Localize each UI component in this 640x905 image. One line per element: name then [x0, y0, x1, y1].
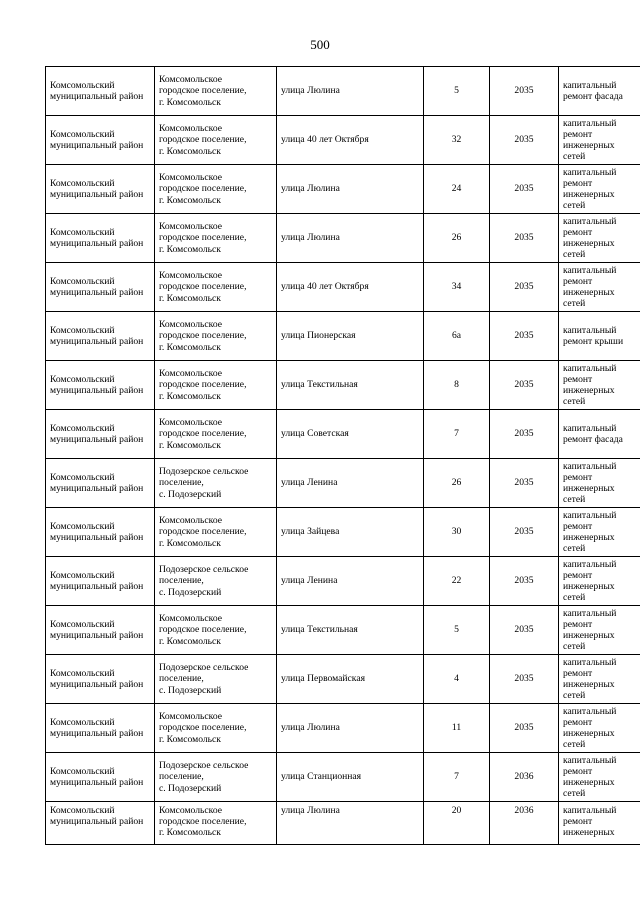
settlement-cell [155, 655, 277, 704]
district-cell: Комсомольский муниципальный район [46, 116, 155, 165]
street-cell [277, 214, 424, 263]
work-type-cell-line: капитальный [563, 656, 617, 668]
house-number-cell: 8 [424, 361, 490, 410]
street-name: улица Люлина [281, 722, 340, 734]
settlement-cell-line: городское поселение, [159, 624, 247, 636]
settlement-cell-line: с. Подозерский [159, 488, 222, 500]
street-cell [277, 67, 424, 116]
work-type-cell-line: капитальный [563, 215, 617, 227]
street-cell [277, 459, 424, 508]
year-cell: 2035 [490, 263, 559, 312]
work-type-cell-line: капитальный [563, 422, 617, 434]
district-cell: Комсомольский муниципальный район [46, 753, 155, 802]
settlement-cell-line: г. Комсомольск [159, 194, 221, 206]
work-type-cell-line: ремонт [563, 716, 593, 728]
house-number-cell: 11 [424, 704, 490, 753]
settlement-cell-line: г. Комсомольск [159, 439, 221, 451]
settlement-cell-line: г. Комсомольск [159, 390, 221, 402]
street-name: улица Ленина [281, 575, 338, 587]
district-cell: Комсомольский муниципальный район [46, 655, 155, 704]
work-type-cell-line: сетей [563, 690, 586, 702]
district-cell: Комсомольский муниципальный район [46, 67, 155, 116]
street-cell [277, 557, 424, 606]
work-type-cell-line: инженерных [563, 483, 615, 494]
year-cell: 2035 [490, 606, 559, 655]
work-type-cell-line: сетей [563, 641, 586, 653]
work-type-cell-line: сетей [563, 249, 586, 261]
settlement-cell-line: Комсомольское [159, 74, 222, 86]
work-type-cell-line: сетей [563, 543, 586, 555]
year-cell: 2035 [490, 214, 559, 263]
district-cell: Комсомольский муниципальный район [46, 214, 155, 263]
street-name: улица Первомайская [281, 673, 365, 685]
work-type-cell [559, 655, 640, 704]
work-type-cell-line: ремонт [563, 816, 593, 828]
district-cell: Комсомольский муниципальный район [46, 361, 155, 410]
year-cell: 2035 [490, 508, 559, 557]
house-number-cell: 26 [424, 214, 490, 263]
table-row [46, 753, 640, 802]
work-type-cell-line: сетей [563, 494, 586, 506]
work-type-cell-line: капитальный [563, 264, 617, 276]
table-row [46, 459, 640, 508]
work-type-cell-line: ремонт [563, 667, 593, 679]
house-number-cell: 32 [424, 116, 490, 165]
work-type-cell-line: инженерных [563, 679, 615, 690]
work-type-cell-line: сетей [563, 592, 586, 604]
work-type-cell-line: инженерных [563, 827, 615, 839]
year-cell: 2035 [490, 312, 559, 361]
house-number-cell: 26 [424, 459, 490, 508]
settlement-cell-line: поселение, [159, 673, 204, 685]
work-type-cell-line: капитальный [563, 117, 617, 129]
work-type-cell [559, 606, 640, 655]
street-cell [277, 753, 424, 802]
work-type-cell-line: сетей [563, 396, 586, 408]
street-name: улица 40 лет Октября [281, 281, 369, 293]
work-type-cell [559, 214, 640, 263]
year-cell: 2036 [490, 753, 559, 802]
house-number-cell: 7 [424, 410, 490, 459]
street-name: улица Люлина [281, 183, 340, 195]
work-type-cell-line: ремонт [563, 569, 593, 581]
work-type-cell [559, 704, 640, 753]
house-number-cell: 20 [424, 802, 490, 845]
settlement-cell [155, 263, 277, 312]
year-cell: 2035 [490, 655, 559, 704]
street-name: улица 40 лет Октября [281, 134, 369, 146]
settlement-cell-line: Комсомольское [159, 711, 222, 723]
settlement-cell [155, 312, 277, 361]
settlement-cell-line: поселение, [159, 575, 204, 587]
table-row [46, 606, 640, 655]
work-type-cell [559, 753, 640, 802]
settlement-cell [155, 704, 277, 753]
table-row [46, 214, 640, 263]
work-type-cell-line: ремонт [563, 128, 593, 140]
street-cell [277, 508, 424, 557]
street-name: улица Ленина [281, 477, 338, 489]
work-type-cell-line: инженерных [563, 777, 615, 788]
settlement-cell-line: поселение, [159, 477, 204, 489]
work-type-cell-line: ремонт [563, 177, 593, 189]
district-cell: Комсомольский муниципальный район [46, 459, 155, 508]
house-number-cell: 7 [424, 753, 490, 802]
year-cell: 2035 [490, 165, 559, 214]
table-row [46, 704, 640, 753]
settlement-cell-line: Подозерское сельское [159, 466, 249, 478]
work-type-cell-line: ремонт [563, 373, 593, 385]
work-type-cell-line: капитальный [563, 79, 617, 91]
work-type-cell-line: сетей [563, 151, 586, 163]
settlement-cell-line: Комсомольское [159, 368, 222, 380]
settlement-cell-line: г. Комсомольск [159, 341, 221, 353]
settlement-cell-line: городское поселение, [159, 722, 247, 734]
table-row [46, 67, 640, 116]
settlement-cell [155, 557, 277, 606]
district-cell: Комсомольский муниципальный район [46, 312, 155, 361]
house-number-cell: 6а [424, 312, 490, 361]
district-cell: Комсомольский муниципальный район [46, 508, 155, 557]
work-type-cell-line: ремонт крыши [563, 336, 624, 347]
work-type-cell-line: ремонт [563, 275, 593, 287]
settlement-cell [155, 410, 277, 459]
settlement-cell-line: городское поселение, [159, 281, 247, 293]
table-row [46, 655, 640, 704]
settlement-cell-line: с. Подозерский [159, 684, 222, 696]
settlement-cell-line: г. Комсомольск [159, 635, 221, 647]
table-row [46, 410, 640, 459]
work-type-cell-line: ремонт фасада [563, 434, 623, 445]
settlement-cell-line: городское поселение, [159, 330, 247, 342]
house-number-cell: 34 [424, 263, 490, 312]
year-cell: 2035 [490, 67, 559, 116]
settlement-cell-line: г. Комсомольск [159, 537, 221, 549]
table-row [46, 802, 640, 845]
district-cell: Комсомольский муниципальный район [46, 802, 155, 845]
work-type-cell [559, 410, 640, 459]
work-type-cell-line: инженерных [563, 630, 615, 641]
settlement-cell-line: городское поселение, [159, 85, 247, 97]
street-cell [277, 606, 424, 655]
year-cell: 2035 [490, 704, 559, 753]
street-cell [277, 263, 424, 312]
settlement-cell-line: Комсомольское [159, 319, 222, 331]
work-type-cell [559, 459, 640, 508]
district-cell: Комсомольский муниципальный район [46, 606, 155, 655]
settlement-cell-line: Подозерское сельское [159, 662, 249, 674]
settlement-cell-line: г. Комсомольск [159, 96, 221, 108]
street-name: улица Люлина [281, 232, 340, 244]
settlement-cell-line: городское поселение, [159, 379, 247, 391]
work-type-cell-line: сетей [563, 298, 586, 310]
table-row [46, 116, 640, 165]
work-type-cell-line: капитальный [563, 166, 617, 178]
house-number-cell: 5 [424, 606, 490, 655]
settlement-cell-line: Комсомольское [159, 613, 222, 625]
settlement-cell-line: поселение, [159, 771, 204, 783]
district-cell: Комсомольский муниципальный район [46, 557, 155, 606]
work-type-cell [559, 508, 640, 557]
settlement-cell-line: Комсомольское [159, 515, 222, 527]
year-cell: 2035 [490, 459, 559, 508]
work-type-cell-line: капитальный [563, 754, 617, 766]
work-type-cell-line: инженерных [563, 238, 615, 249]
table-body [46, 67, 640, 845]
street-cell [277, 116, 424, 165]
year-cell: 2035 [490, 116, 559, 165]
year-cell: 2036 [490, 802, 559, 845]
street-cell [277, 704, 424, 753]
settlement-cell-line: Подозерское сельское [159, 564, 249, 576]
work-type-cell [559, 165, 640, 214]
work-type-cell [559, 361, 640, 410]
work-type-cell-line: инженерных [563, 287, 615, 298]
work-type-cell [559, 312, 640, 361]
settlement-cell [155, 606, 277, 655]
street-name: улица Люлина [281, 805, 340, 816]
settlement-cell-line: Комсомольское [159, 270, 222, 282]
settlement-cell-line: городское поселение, [159, 134, 247, 146]
street-cell [277, 165, 424, 214]
street-name: улица Пионерская [281, 330, 356, 342]
table-row [46, 361, 640, 410]
settlement-cell-line: с. Подозерский [159, 586, 222, 598]
settlement-cell-line: Подозерское сельское [159, 760, 249, 772]
work-type-cell [559, 557, 640, 606]
work-type-cell-line: капитальный [563, 558, 617, 570]
work-type-cell-line: сетей [563, 739, 586, 751]
street-cell [277, 312, 424, 361]
street-cell [277, 361, 424, 410]
work-type-cell-line: инженерных [563, 385, 615, 396]
settlement-cell-line: с. Подозерский [159, 782, 222, 794]
work-type-cell [559, 116, 640, 165]
work-type-cell-line: капитальный [563, 705, 617, 717]
work-type-cell [559, 67, 640, 116]
district-cell: Комсомольский муниципальный район [46, 410, 155, 459]
district-cell: Комсомольский муниципальный район [46, 263, 155, 312]
work-type-cell-line: сетей [563, 788, 586, 800]
work-type-cell-line: капитальный [563, 362, 617, 374]
work-type-cell-line: капитальный [563, 607, 617, 619]
work-type-cell-line: капитальный [563, 324, 617, 336]
settlement-cell-line: городское поселение, [159, 428, 247, 440]
house-number-cell: 24 [424, 165, 490, 214]
work-type-cell-line: инженерных [563, 189, 615, 200]
settlement-cell [155, 508, 277, 557]
settlement-cell [155, 214, 277, 263]
work-type-cell-line: капитальный [563, 460, 617, 472]
settlement-cell-line: Комсомольское [159, 221, 222, 233]
settlement-cell-line: г. Комсомольск [159, 733, 221, 745]
settlement-cell [155, 116, 277, 165]
table-row [46, 557, 640, 606]
street-name: улица Люлина [281, 85, 340, 97]
settlement-cell [155, 67, 277, 116]
settlement-cell-line: городское поселение, [159, 526, 247, 538]
settlement-cell-line: городское поселение, [159, 183, 247, 195]
settlement-cell-line: Комсомольское [159, 417, 222, 429]
settlement-cell [155, 459, 277, 508]
district-cell: Комсомольский муниципальный район [46, 165, 155, 214]
work-type-cell-line: ремонт [563, 520, 593, 532]
work-type-cell-line: сетей [563, 200, 586, 212]
work-type-cell-line: ремонт [563, 765, 593, 777]
work-type-cell-line: капитальный [563, 509, 617, 521]
street-name: улица Текстильная [281, 624, 358, 636]
table-row [46, 263, 640, 312]
house-number-cell: 5 [424, 67, 490, 116]
street-cell [277, 655, 424, 704]
work-type-cell-line: инженерных [563, 532, 615, 543]
settlement-cell-line: г. Комсомольск [159, 827, 221, 839]
work-type-cell-line: инженерных [563, 728, 615, 739]
work-type-cell-line: ремонт [563, 471, 593, 483]
work-type-cell-line: капитальный [563, 805, 617, 816]
district-cell: Комсомольский муниципальный район [46, 704, 155, 753]
settlement-cell-line: Комсомольское [159, 805, 222, 816]
work-type-cell-line: ремонт [563, 226, 593, 238]
street-name: улица Станционная [281, 771, 362, 783]
settlement-cell-line: Комсомольское [159, 123, 222, 135]
year-cell: 2035 [490, 557, 559, 606]
settlement-cell-line: городское поселение, [159, 232, 247, 244]
table-row [46, 312, 640, 361]
work-type-cell-line: инженерных [563, 140, 615, 151]
work-type-cell-line: инженерных [563, 581, 615, 592]
settlement-cell [155, 802, 277, 845]
settlement-cell [155, 165, 277, 214]
settlement-cell [155, 753, 277, 802]
street-name: улица Зайцева [281, 526, 340, 538]
year-cell: 2035 [490, 410, 559, 459]
street-cell [277, 410, 424, 459]
street-name: улица Текстильная [281, 379, 358, 391]
house-number-cell: 22 [424, 557, 490, 606]
house-number-cell: 30 [424, 508, 490, 557]
settlement-cell [155, 361, 277, 410]
street-cell [277, 802, 424, 845]
settlement-cell-line: городское поселение, [159, 816, 247, 828]
work-type-cell [559, 263, 640, 312]
table-row [46, 508, 640, 557]
settlement-cell-line: г. Комсомольск [159, 292, 221, 304]
settlement-cell-line: г. Комсомольск [159, 243, 221, 255]
work-type-cell-line: ремонт [563, 618, 593, 630]
settlement-cell-line: г. Комсомольск [159, 145, 221, 157]
work-type-cell-line: ремонт фасада [563, 91, 623, 102]
page-number: 500 [310, 37, 330, 52]
settlement-cell-line: Комсомольское [159, 172, 222, 184]
street-name: улица Советская [281, 428, 349, 440]
house-number-cell: 4 [424, 655, 490, 704]
repair-schedule-table [45, 66, 640, 845]
work-type-cell [559, 802, 640, 845]
year-cell: 2035 [490, 361, 559, 410]
table-row [46, 165, 640, 214]
